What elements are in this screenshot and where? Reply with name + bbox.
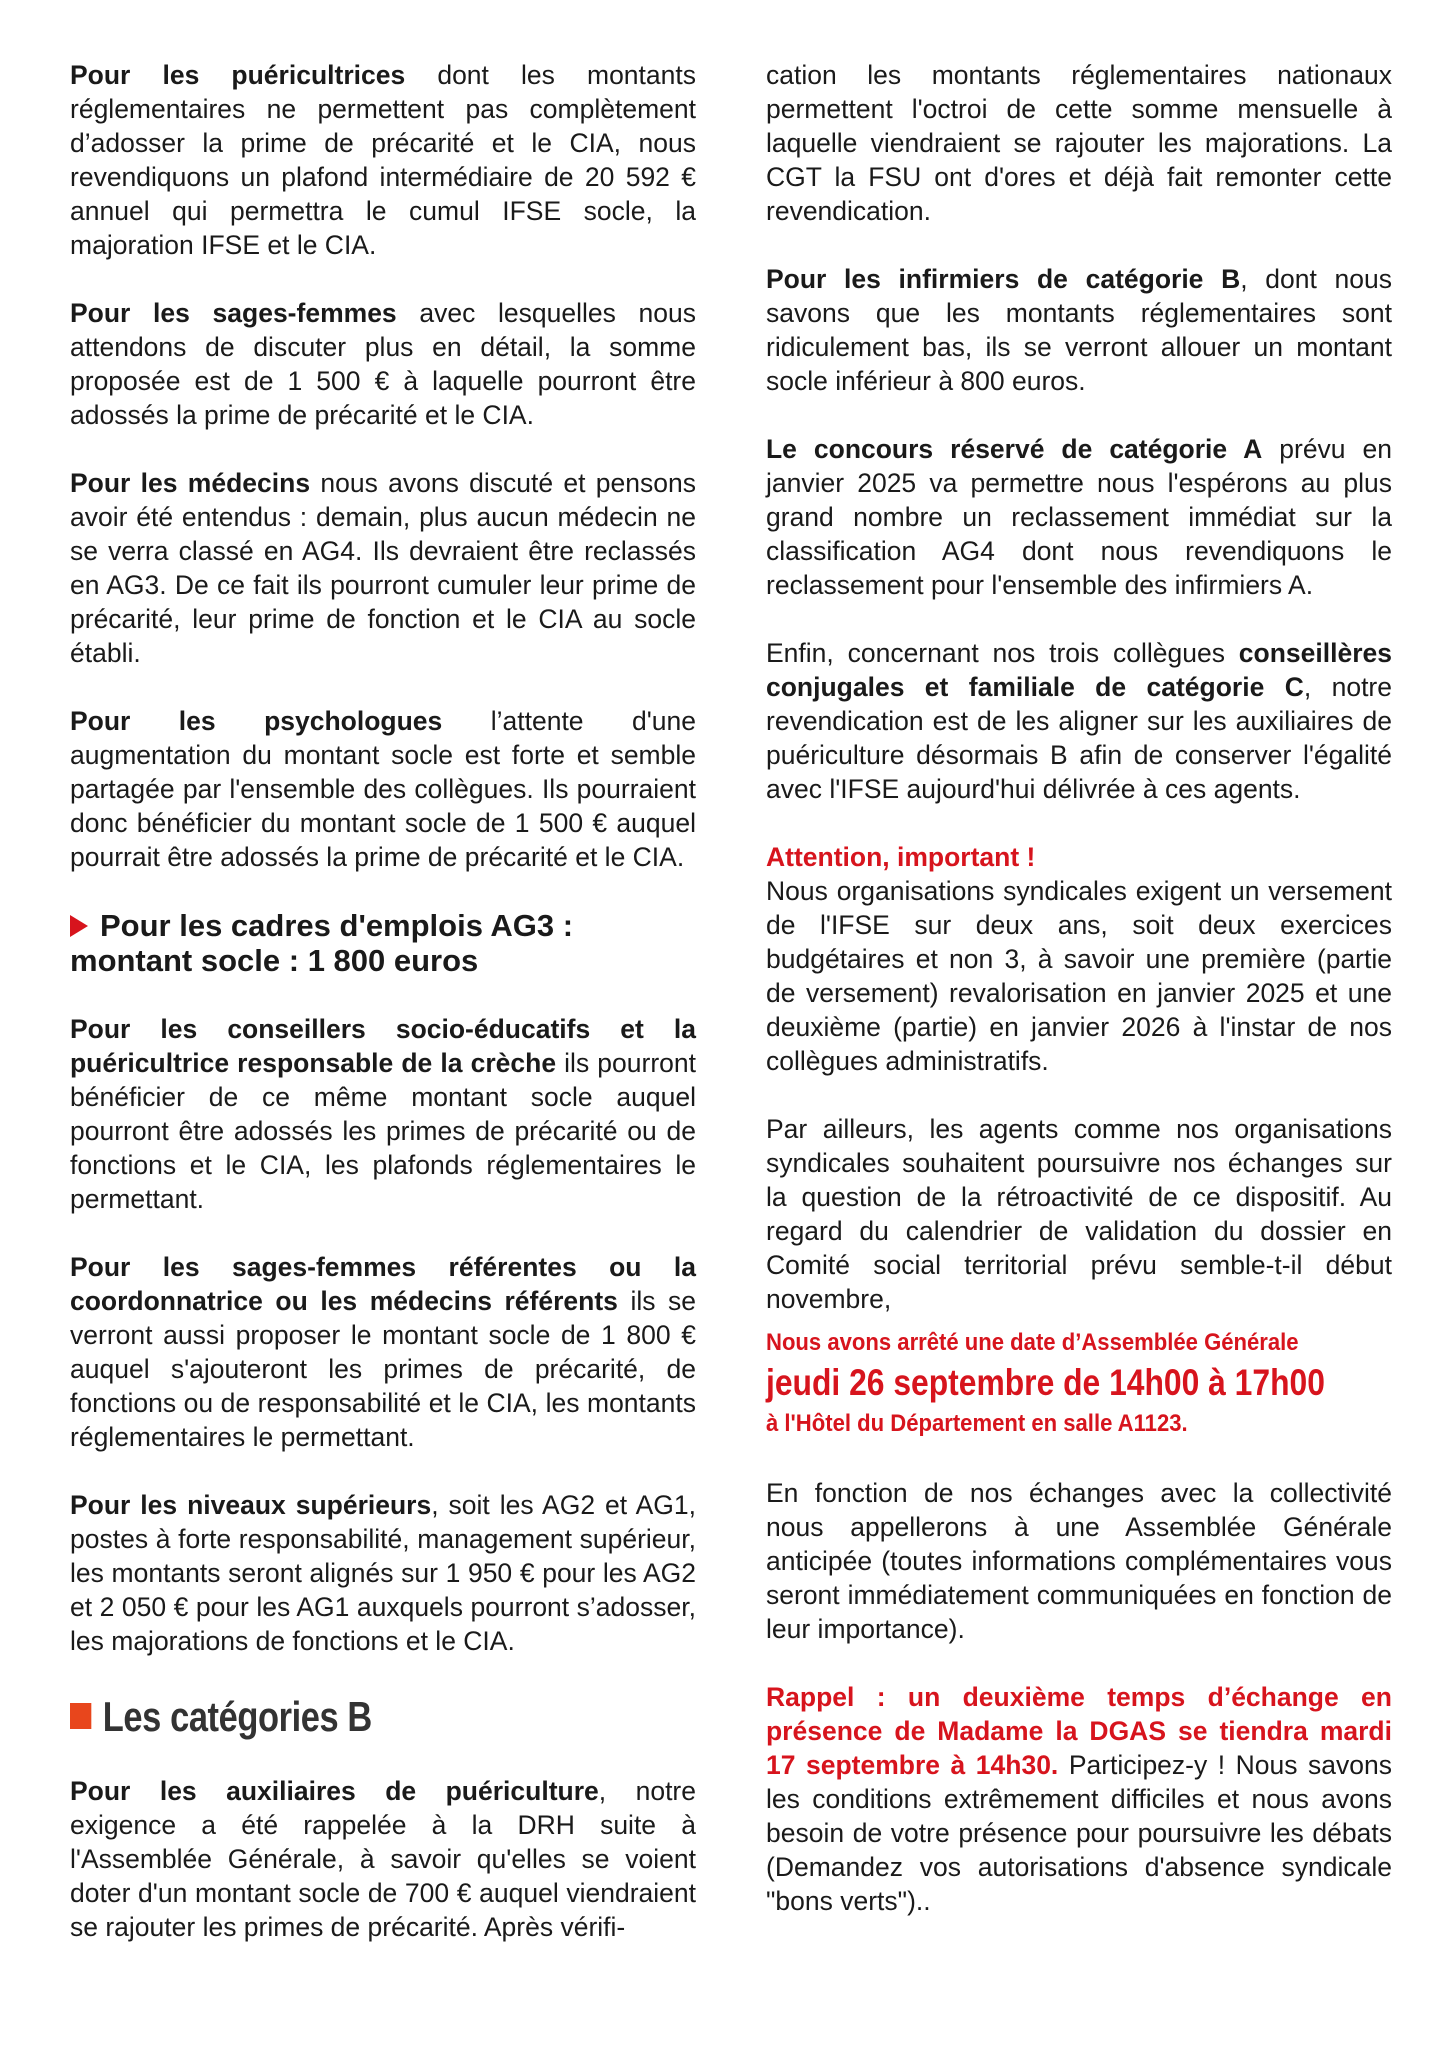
bold-lead: Pour les auxiliaires de puériculture — [70, 1776, 599, 1806]
right-column — [766, 58, 1392, 1952]
paragraph-text: Nous organisations syndicales exigent un versement de l'IFSE sur deux ans, soit deux exercices budgétaires et non 3, à savoir une première (partie de versement) revalorisation en janvier 2025 et une deuxième (partie) en janvier 2026 à l'instar de nos collègues administratifs. — [766, 876, 1392, 1076]
paragraph-text: , dont nous savons que les montants réglementaires sont ridiculement bas, ils se verront allouer un montant socle inférieur à 800 euros. — [766, 264, 1392, 396]
paragraph-text: l’attente d'une augmentation du montant socle est forte et semble partagée par l'ensemble des collègues. Ils pourraient donc bénéficier du montant socle de 1 500 € auquel pourrait être adossés la prime de précarité et le CIA. — [70, 706, 696, 872]
heading-line: Pour les cadres d'emplois AG3 : — [100, 908, 574, 943]
paragraph-infirmiers-b — [766, 262, 1392, 398]
paragraph-text: Enfin, concernant nos trois collègues — [766, 638, 1239, 668]
bold-lead: Pour les infirmiers de catégorie B — [766, 264, 1241, 294]
paragraph-puericultrices — [70, 58, 696, 262]
paragraph-text: , soit les AG2 et AG1, postes à forte responsabilité, management supérieur, les montants seront alignés sur 1 950 € pour les AG2 et 2 050 € pour les AG1 auxquels pourront s’adosser, les majorations de fonctions et le CIA. — [70, 1490, 696, 1656]
paragraph-sages-femmes-referentes — [70, 1250, 696, 1454]
paragraph-text: cation les montants réglementaires nationaux permettent l'octroi de cette somme mensuelle à laquelle viendraient se rajouter les majorations. La CGT la FSU ont d'ores et déjà fait remonter cette revendication. — [766, 60, 1392, 226]
paragraph-attention — [766, 840, 1392, 1078]
paragraph-text: prévu en janvier 2025 va permettre nous l'espérons au plus grand nombre un reclassement immédiat sur la classification AG4 dont nous revendiquons le reclassement pour l'ensemble des infirmiers A. — [766, 434, 1392, 600]
left-column — [70, 58, 696, 1978]
paragraph-text: , notre revendication est de les aligner sur les auxiliaires de puériculture désormais B afin de conserver l'égalité avec l'IFSE aujourd'hui délivrée à ces agents. — [766, 672, 1392, 804]
paragraph-rappel — [766, 1680, 1392, 1918]
paragraph-conseillers-socio-educatifs — [70, 1012, 696, 1216]
paragraph-text: nous avons discuté et pensons avoir été entendus : demain, plus aucun médecin ne se verra classé en AG4. Ils devraient être reclassés en AG3. De ce fait ils pourront cumuler leur prime de précarité, leur prime de fonction et le CIA au socle établi. — [70, 468, 696, 668]
heading-text: Les catégories B — [102, 1693, 372, 1740]
paragraph-text: En fonction de nos échanges avec la collectivité nous appellerons à une Assemblée Générale anticipée (toutes informations complémentaires vous seront immédiatement communiquées en fonction de leur importance). — [766, 1478, 1392, 1644]
bold-lead: Pour les conseillers socio-éducatifs et la puéricultrice responsable de la crèche — [70, 1014, 696, 1078]
paragraph-text: ils se verront aussi proposer le montant socle de 1 800 € auquel s'ajouteront les primes de précarité, de fonctions ou de responsabilité et le CIA, les montants réglementaires le permettant. — [70, 1286, 696, 1452]
announcement-date: jeudi 26 septembre de 14h00 à 17h00 — [766, 1362, 1325, 1403]
paragraph-psychologues — [70, 704, 696, 874]
paragraph-niveaux-superieurs — [70, 1488, 696, 1658]
paragraph-en-fonction — [766, 1476, 1392, 1646]
paragraph-text: , notre exigence a été rappelée à la DRH suite à l'Assemblée Générale, à savoir qu'elles se voient doter d'un montant socle de 700 € auquel viendraient se rajouter les primes de précarité. Après vérifi- — [70, 1776, 696, 1942]
paragraph-concours-reserve — [766, 432, 1392, 602]
paragraph-par-ailleurs — [766, 1112, 1392, 1316]
paragraph-sages-femmes — [70, 296, 696, 432]
heading-line: montant socle : 1 800 euros — [70, 943, 479, 978]
bold-lead: Pour les psychologues — [70, 706, 443, 736]
paragraph-continuation — [766, 58, 1392, 228]
announcement-location: à l'Hôtel du Département en salle A1123. — [766, 1410, 1188, 1437]
bold-lead: Pour les sages-femmes référentes ou la coordonnatrice ou les médecins référents — [70, 1252, 696, 1316]
paragraph-text: Par ailleurs, les agents comme nos organisations syndicales souhaitent poursuivre nos échanges sur la question de la rétroactivité de ce dispositif. Au regard du calendrier de validation du dossier en Comité social territorial prévu semble-t-il début novembre, — [766, 1114, 1392, 1314]
bold-lead: Pour les niveaux supérieurs — [70, 1490, 432, 1520]
announcement-line: Nous avons arrêté une date d’Assemblée Générale — [766, 1329, 1299, 1356]
assembly-announcement — [766, 1326, 1392, 1442]
paragraph-text: dont les montants réglementaires ne permettent pas complètement d’adosser la prime de précarité et le CIA, nous revendiquons un plafond intermédiaire de 20 592 € annuel qui permettra le cumul IFSE socle, la majoration IFSE et le CIA. — [70, 60, 697, 260]
paragraph-conseilleres-conjugales — [766, 636, 1392, 806]
bold-lead: Pour les médecins — [70, 468, 311, 498]
paragraph-text: ils pourront bénéficier de ce même montant socle auquel pourront être adossés les primes de précarité ou de fonctions et le CIA, les plafonds réglementaires le permettant. — [70, 1048, 696, 1214]
bold-lead: Pour les sages-femmes — [70, 298, 397, 328]
bold-lead: Pour les puéricultrices — [70, 60, 406, 90]
triangle-bullet-icon — [70, 915, 88, 937]
rappel-highlight: Rappel : un deuxième temps d’échange en présence de Madame la DGAS se tiendra mardi 17 septembre à 14h30. — [766, 1682, 1392, 1780]
bold-lead: Le concours réservé de catégorie A — [766, 434, 1263, 464]
paragraph-text: Participez-y ! Nous savons les conditions extrêmement difficiles et nous avons besoin de votre présence pour poursuivre les débats (Demandez vos autorisations d'absence syndicale "bons verts").. — [766, 1750, 1392, 1916]
paragraph-auxiliaires-puericulture — [70, 1774, 696, 1944]
square-bullet-icon — [70, 1703, 91, 1729]
paragraph-text: avec lesquelles nous attendons de discuter plus en détail, la somme proposée est de 1 500 € à laquelle pourront être adossés la prime de précarité et le CIA. — [70, 298, 696, 430]
section-heading-ag3 — [70, 908, 696, 978]
section-heading-categories-b — [70, 1692, 583, 1742]
attention-heading: Attention, important ! — [766, 842, 1036, 872]
paragraph-medecins — [70, 466, 696, 670]
bold-inline: conseillères conjugales et familiale de catégorie C — [766, 638, 1392, 702]
